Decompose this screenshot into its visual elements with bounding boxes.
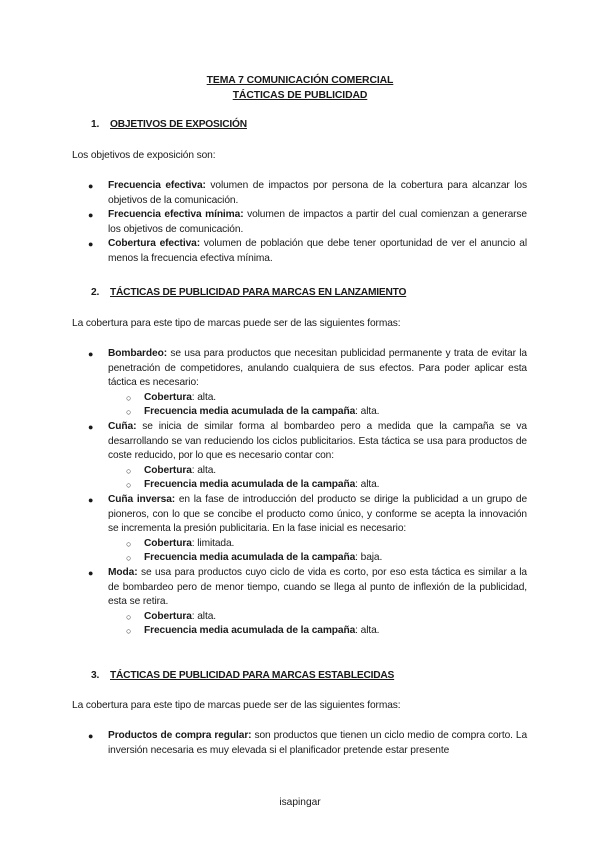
sub-list-item [108,405,527,420]
sub-list [108,391,527,420]
sub-item-term: Frecuencia media acumulada de la campaña [144,479,356,491]
sub-item-term: Cobertura [144,610,192,622]
title-line-2: TÁCTICAS DE PUBLICIDAD [232,90,368,101]
sub-item-term: Cobertura [144,391,192,403]
list-item [72,179,527,208]
sub-list [108,610,527,639]
title-line-1: TEMA 7 COMUNICACIÓN COMERCIAL [206,75,394,86]
sub-item-text: : limitada. [191,537,235,549]
section-1-intro: Los objetivos de exposición son: [72,150,216,161]
sub-list [108,464,527,493]
circle-bullet-icon: ○ [126,392,132,403]
item-text: volumen de impactos por persona de la cobertura para alcanzar los objetivos de la comunicación. [108,180,527,206]
sub-item-text: : alta. [191,464,216,476]
bullet-icon: ● [88,239,94,250]
sub-list-item [108,551,527,566]
sub-item-text: : alta. [355,406,380,418]
circle-bullet-icon: ○ [126,611,132,622]
list-item [72,566,527,639]
item-text: son productos que tienen un ciclo medio de compra corto. La inversión necesaria es muy elevada si el planificador pretende estar presente [108,730,528,756]
list-item [72,493,527,566]
sub-list-item [108,537,527,552]
section-3-title: TÁCTICAS DE PUBLICIDAD PARA MARCAS ESTABLECIDAS [110,670,395,681]
item-term: Cuña inversa: [108,493,176,505]
section-2-intro: La cobertura para este tipo de marcas puede ser de las siguientes formas: [72,318,401,329]
sub-item-text: : alta. [355,479,380,491]
section-3-list [72,729,527,758]
item-text: en la fase de introducción del producto se dirige la publicidad a un grupo de pioneros, con lo que se concibe el producto como único, y conforme se acepta la innovación se incrementa la presión publicitaria. En la fase inicial es necesario: [108,493,528,535]
sub-item-term: Cobertura [144,464,192,476]
circle-bullet-icon: ○ [126,407,132,418]
item-text: se inicia de similar forma al bombardeo pero a medida que la campaña se va desarrollando se van reduciendo los ciclos publicitarios. Esta táctica se usa para productos de coste reducido, por lo que es necesario contar con: [108,420,527,462]
section-3-number: 3. [91,670,100,681]
sub-list-item [108,624,527,639]
bullet-icon: ● [88,349,94,359]
item-term: Cuña: [108,420,137,432]
item-text: volumen de impactos a partir del cual comienzan a generarse los objetivos de comunicación. [108,209,527,235]
sub-list [108,537,527,566]
item-term: Productos de compra regular: [108,730,252,741]
sub-list-item [108,464,527,479]
item-text: se usa para productos que necesitan publicidad permanente y trata de evitar la penetración de competidores, anulando cualquiera de sus efectos. Para poder aplicar esta táctica es necesario: [108,348,527,389]
bullet-icon: ● [88,421,94,432]
section-3-intro: La cobertura para este tipo de marcas puede ser de las siguientes formas: [72,700,401,711]
sub-list-item [108,391,527,406]
sub-item-term: Frecuencia media acumulada de la campaña [144,406,356,418]
bullet-icon: ● [88,731,94,741]
sub-item-term: Cobertura [144,537,192,549]
section-1-title: OBJETIVOS DE EXPOSICIÓN [110,119,247,130]
sub-item-text: : alta. [191,391,216,403]
item-text: se usa para productos cuyo ciclo de vida es corto, por eso esta táctica es similar a la de bombardeo pero de menor tiempo, cuando se llega al punto de inflexión de la publicidad, esta se retira. [108,566,527,608]
circle-bullet-icon: ○ [126,553,132,564]
bullet-icon: ● [88,181,94,191]
section-1-list [72,179,527,267]
bullet-icon: ● [88,210,94,221]
section-3-heading [91,669,394,684]
circle-bullet-icon: ○ [126,538,132,549]
sub-list-item [108,478,527,493]
bullet-icon: ● [88,567,94,578]
sub-item-text: : baja. [355,552,383,564]
list-item [72,729,527,758]
list-item [72,347,527,420]
sub-item-term: Frecuencia media acumulada de la campaña [144,552,356,564]
page-footer: isapingar [279,797,321,808]
list-item [72,237,527,266]
section-2-list [72,347,527,639]
item-term: Cobertura efectiva: [108,238,201,250]
section-2-heading [91,286,406,301]
sub-item-text: : alta. [191,610,216,622]
item-term: Moda: [108,566,138,578]
list-item [72,208,527,237]
section-1-heading [91,118,247,133]
sub-item-text: : alta. [355,625,380,637]
section-1-number: 1. [91,119,100,130]
item-text: volumen de población que debe tener oportunidad de ver el anuncio al menos la frecuencia efectiva mínima. [108,238,527,264]
sub-list-item [108,610,527,625]
list-item [72,420,527,493]
circle-bullet-icon: ○ [126,626,132,637]
item-term: Frecuencia efectiva mínima: [108,209,244,221]
sub-item-term: Frecuencia media acumulada de la campaña [144,625,356,637]
circle-bullet-icon: ○ [126,465,132,476]
bullet-icon: ● [88,494,94,505]
item-term: Bombardeo: [108,348,167,359]
section-2-title: TÁCTICAS DE PUBLICIDAD PARA MARCAS EN LANZAMIENTO [110,287,407,298]
section-2-number: 2. [91,287,100,298]
item-term: Frecuencia efectiva: [108,180,206,191]
circle-bullet-icon: ○ [126,480,132,491]
document-title [0,73,600,103]
